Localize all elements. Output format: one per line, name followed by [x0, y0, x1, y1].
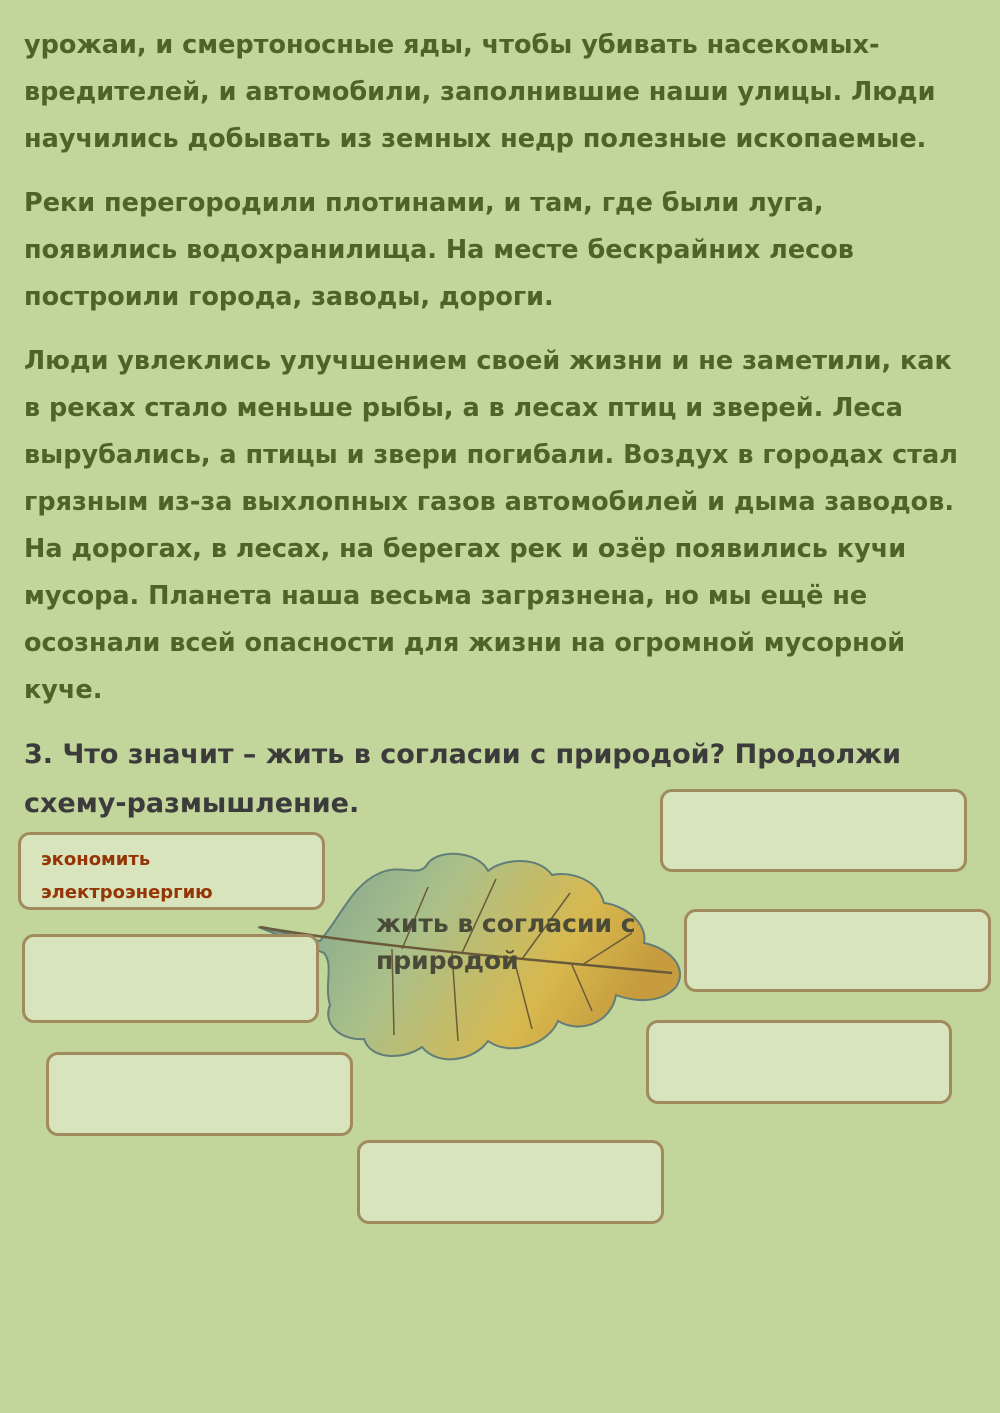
question-3: 3. Что значит – жить в согласии с природой? Продолжи схему-размышление. [24, 739, 902, 819]
answer-box-empty-6[interactable] [357, 1140, 664, 1224]
paragraph-1: урожаи, и смертоносные яды, чтобы убивать насекомых-вредителей, и автомобили, заполнившие наши улицы. Люди научились добывать из земных недр полезные ископаемые. [24, 30, 936, 154]
answer-box-text: экономить электроэнергию [41, 849, 213, 903]
paragraph-2: Реки перегородили плотинами, и там, где были луга, появились водохранилища. На месте бескрайних лесов построили города, заводы, дороги. [24, 188, 854, 312]
answer-box-empty-3[interactable] [22, 934, 319, 1023]
answer-box-filled[interactable] [18, 832, 325, 910]
answer-box-empty-1[interactable] [660, 789, 967, 872]
answer-box-empty-2[interactable] [684, 909, 991, 992]
answer-box-empty-5[interactable] [46, 1052, 353, 1136]
center-label: жить в согласии с природой [376, 909, 636, 975]
answer-box-empty-4[interactable] [646, 1020, 952, 1104]
paragraph-3: Люди увлеклись улучшением своей жизни и не заметили, как в реках стало меньше рыбы, а в лесах птиц и зверей. Леса вырубались, а птицы и звери погибали. Воздух в городах стал грязным из-за выхлопных газов автомобилей и дыма заводов. На дорогах, в лесах, на берегах рек и озёр появились кучи мусора. Планета наша весьма загрязнена, но мы ещё не осознали всей опасности для жизни на огромной мусорной куче. [24, 346, 958, 705]
